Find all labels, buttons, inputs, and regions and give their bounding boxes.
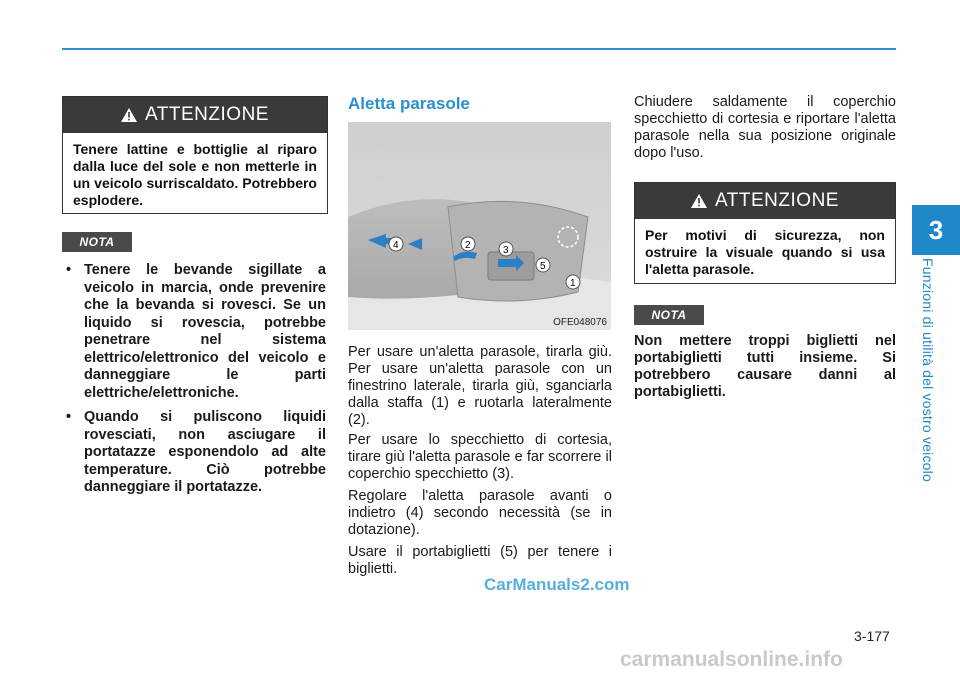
section-title: Aletta parasole (348, 94, 470, 113)
bullet-text: Quando si puliscono liquidi rovesciati, non asciugare il portatazze esponendolo ad alte temperature. Ciò potrebbe danneggiare il portatazze. (84, 409, 326, 495)
nota-label: NOTA (62, 232, 132, 252)
warning-triangle-icon (121, 108, 137, 122)
chapter-side-title: Funzioni di utilità del vostro veicolo (920, 258, 936, 482)
warning-text: Tenere lattine e bottiglie al riparo dalla luce del sole e non metterle in un veicolo surriscaldato. Potrebbero esplodere. (73, 141, 317, 208)
callout-1: 1 (570, 278, 576, 289)
header-rule (62, 48, 896, 50)
chapter-tab[interactable]: 3 (912, 205, 960, 255)
sun-visor-photo (348, 122, 611, 330)
warning-header (635, 183, 895, 219)
warning-title: ATTENZIONE (715, 190, 839, 211)
warning-title: ATTENZIONE (145, 104, 269, 125)
bullet-marker: • (66, 409, 72, 425)
site-watermark: carmanualsonline.info (620, 648, 843, 671)
paragraph: Per usare lo specchietto di cortesia, tirare giù l'aletta parasole e far scorrere il coperchio specchietto (3). (348, 432, 612, 482)
nota-bullet-list (62, 262, 326, 504)
warning-header (63, 97, 327, 133)
page-number: 3-177 (854, 628, 890, 644)
nota-text: Non mettere troppi biglietti nel portabiglietti tutti insieme. Si potrebbero causare danni al portabiglietti. (634, 333, 896, 400)
sun-visor-illustration (348, 122, 611, 330)
photo-code: OFE048076 (553, 317, 607, 328)
paragraph: Per usare un'aletta parasole, tirarla giù. Per usare un'aletta parasole con un finestrino laterale, tirarla giù, sganciarla dalla staffa (1) e ruotarla lateralmente (2). (348, 344, 612, 428)
list-item (62, 262, 326, 402)
warning-text: Per motivi di sicurezza, non ostruire la visuale quando si usa l'aletta parasole. (645, 227, 885, 277)
warning-box-visibility (634, 182, 896, 284)
nota-label: NOTA (634, 305, 704, 325)
intro-paragraph: Chiudere saldamente il coperchio specchietto di cortesia e riportare l'aletta parasole nella sua posizione originale dopo l'uso. (634, 94, 896, 161)
callout-5: 5 (540, 261, 546, 272)
list-item (62, 409, 326, 497)
warning-triangle-icon (691, 194, 707, 208)
paragraph: Usare il portabiglietti (5) per tenere i biglietti. (348, 544, 612, 577)
bullet-text: Tenere le bevande sigillate a veicolo in marcia, onde prevenire che la bevanda si rovesci. Se un liquido si rovescia, potrebbe penetrare nel sistema elettrico/elettronico del veicolo e danneggiare le parti elettriche/elettroniche. (84, 262, 326, 401)
warning-box-cans (62, 96, 328, 214)
bullet-marker: • (66, 262, 72, 278)
callout-4-label: 4 (393, 240, 399, 251)
paragraph: Regolare l'aletta parasole avanti o indietro (4) secondo necessità (se in dotazione). (348, 488, 612, 538)
callout-2: 2 (465, 240, 471, 251)
watermark: CarManuals2.com (484, 575, 630, 594)
callout-3: 3 (503, 245, 509, 256)
